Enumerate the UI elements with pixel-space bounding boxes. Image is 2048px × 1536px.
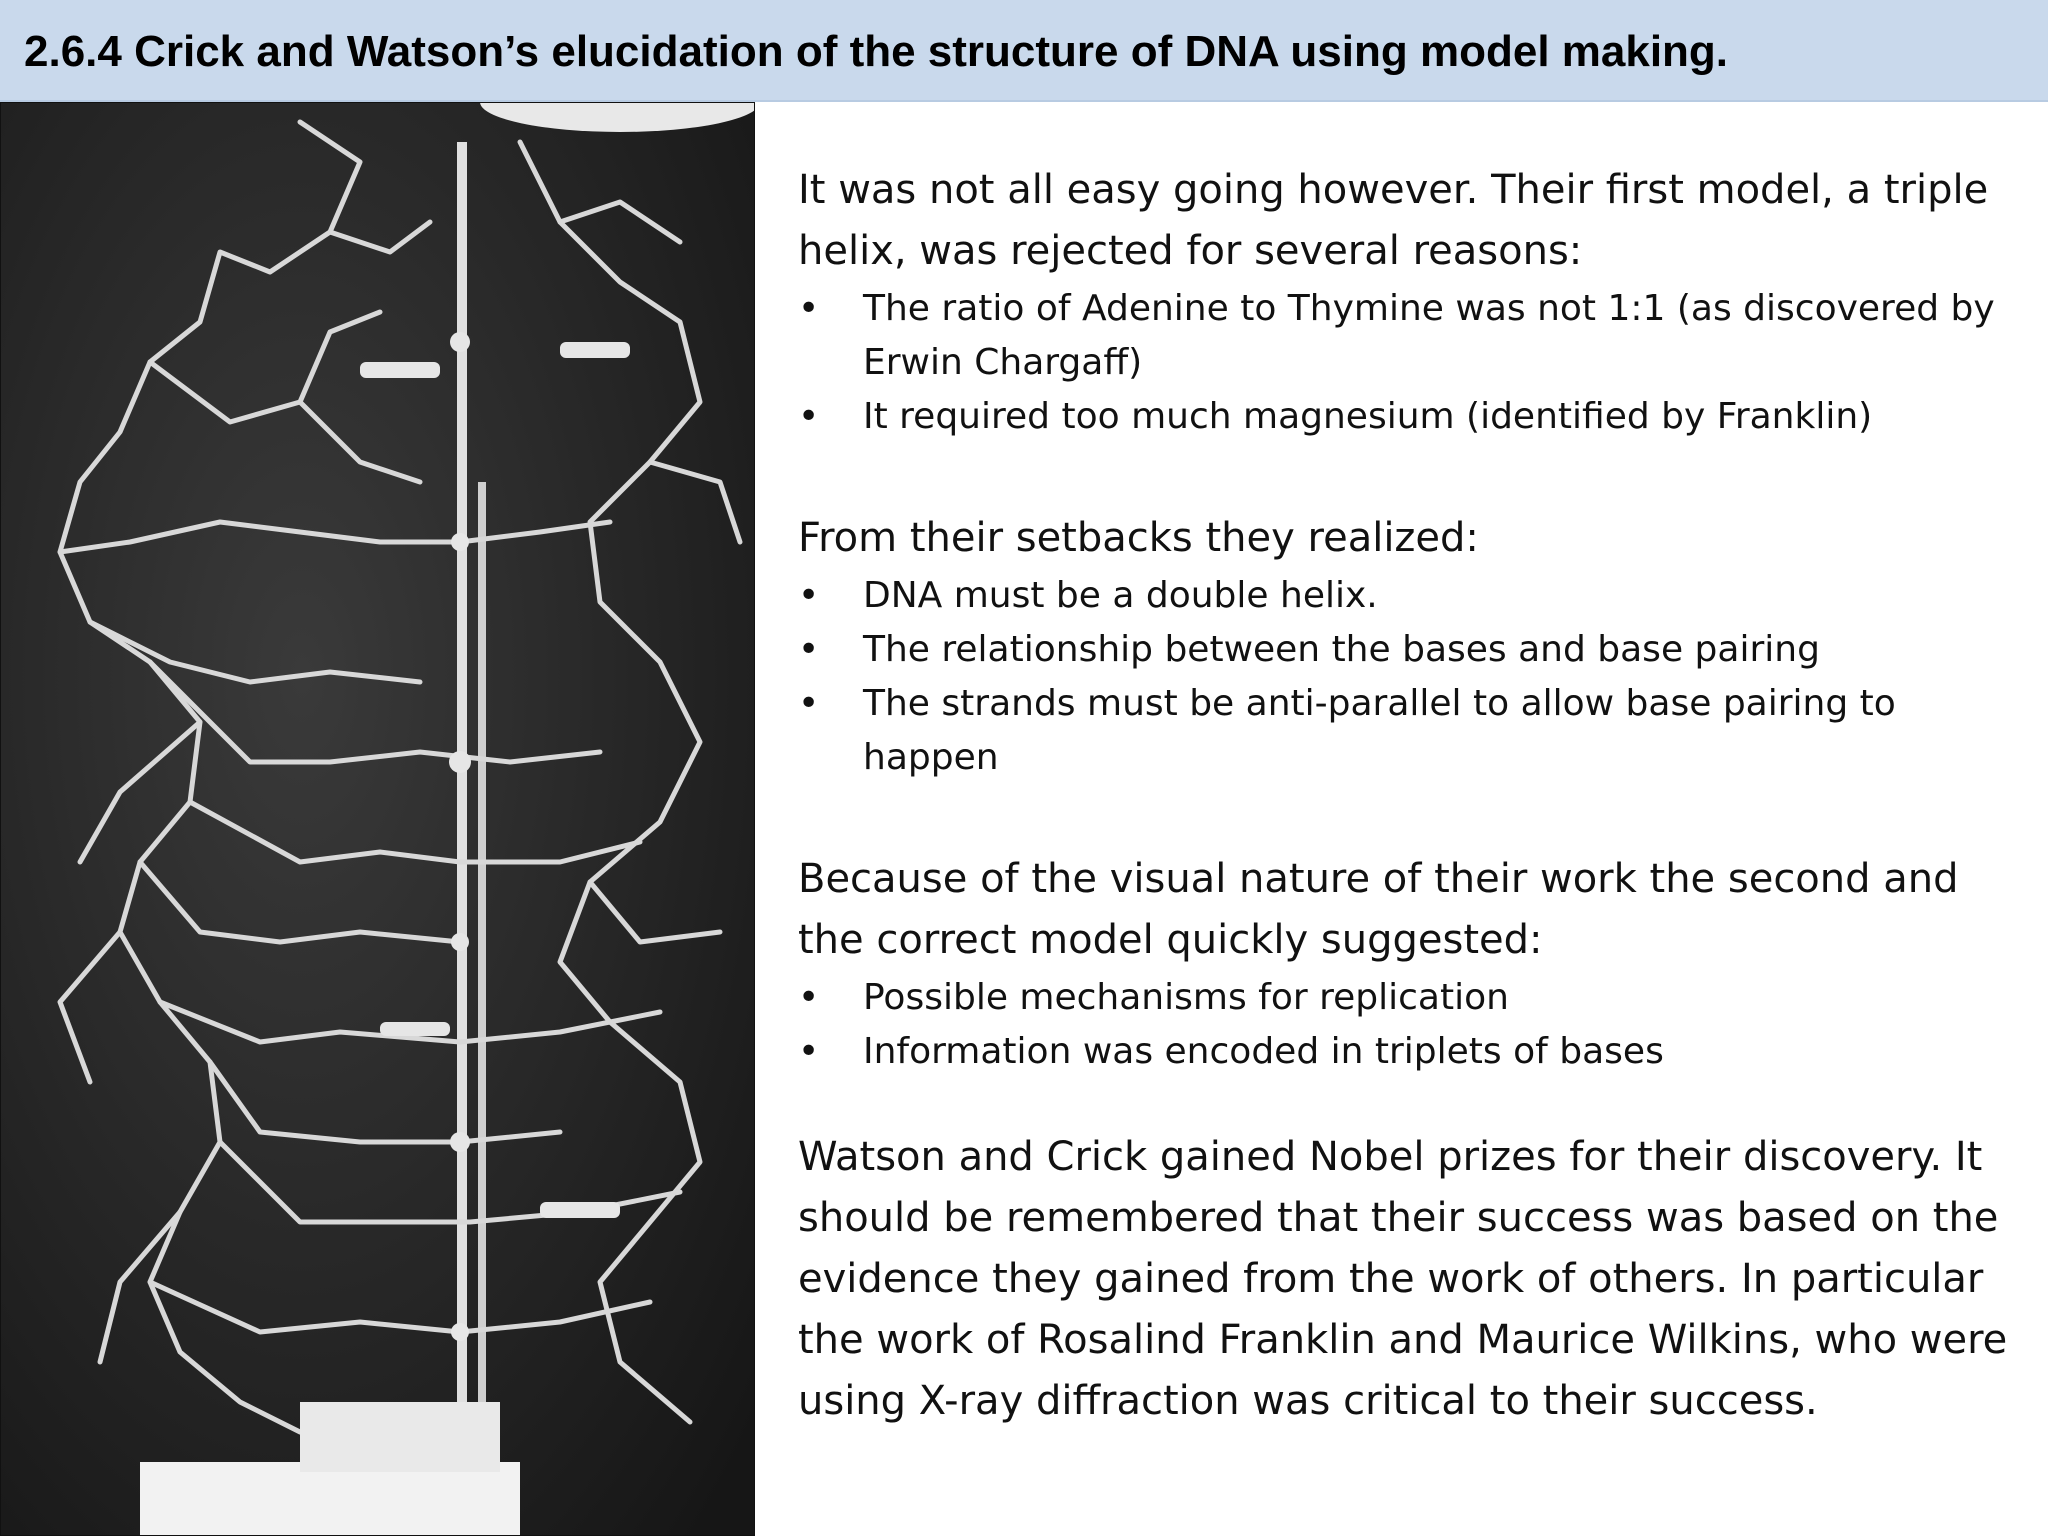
dna-model-photo-icon <box>0 102 755 1536</box>
list-item: • The ratio of Adenine to Thymine was not 1:1 (as discovered by Erwin Chargaff) <box>798 282 2008 390</box>
bullet-icon: • <box>798 396 820 437</box>
section-2-intro: From their setbacks they realized: <box>798 515 1479 561</box>
list-item: • It required too much magnesium (identified by Franklin) <box>798 390 2008 444</box>
conclusion-paragraph: Watson and Crick gained Nobel prizes for their discovery. It should be remembered that their success was based on the evidence they gained from the work of others. In particular the work of Rosalind Franklin and Maurice Wilkins, who were using X-ray diffraction was critical to their success. <box>798 1134 2008 1424</box>
bullet-icon: • <box>798 629 820 670</box>
slide-title: 2.6.4 Crick and Watson’s elucidation of the structure of DNA using model making. <box>24 27 1729 76</box>
bullet-icon: • <box>798 1031 820 1072</box>
list-item: • The relationship between the bases and base pairing <box>798 623 2008 677</box>
section-1-intro: It was not all easy going however. Their first model, a triple helix, was rejected for several reasons: <box>798 167 1989 274</box>
section-3-bullets <box>798 971 2008 1079</box>
list-item: • Information was encoded in triplets of bases <box>798 1025 2008 1079</box>
bullet-icon: • <box>798 683 820 724</box>
bullet-icon: • <box>798 977 820 1018</box>
dna-model-photo <box>0 102 755 1536</box>
bullet-icon: • <box>798 575 820 616</box>
bullet-icon: • <box>798 288 820 329</box>
list-item: • Possible mechanisms for replication <box>798 971 2008 1025</box>
text-content <box>798 160 2008 1432</box>
section-2-bullets <box>798 569 2008 785</box>
section-1-bullets <box>798 282 2008 444</box>
list-item: • The strands must be anti-parallel to allow base pairing to happen <box>798 677 2008 785</box>
section-3-intro: Because of the visual nature of their work the second and the correct model quickly suggested: <box>798 856 1959 963</box>
title-bar <box>0 0 2048 102</box>
list-item: • DNA must be a double helix. <box>798 569 2008 623</box>
